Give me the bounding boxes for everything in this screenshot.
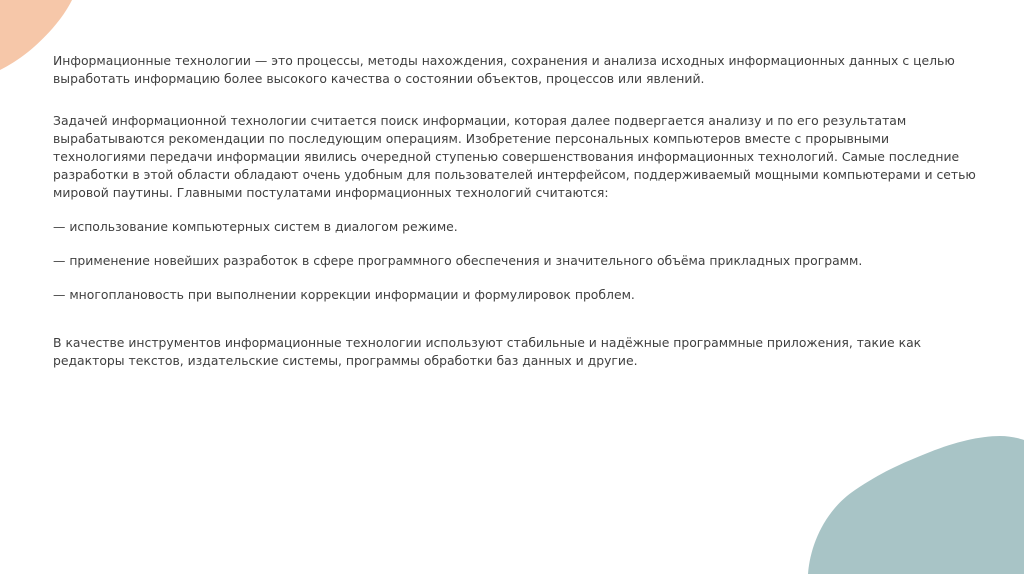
bullet-item-3: — многоплановость при выполнении коррекции информации и формулировок проблем. <box>53 287 635 302</box>
paragraph-task: Задачей информационной технологии считается поиск информации, которая далее подвергается анализу и по его результатам вырабатываются рекомендации по последующим операциям. Изобретение персональных компьютеров вместе с прорывными технологиями передачи информации явились очередной ступенью совершенствования информационных технологий. Самые последние разработки в этой области обладают очень удобным для пользователей интерфейсом, поддерживаемый мощными компьютерами и сетью мировой паутины. Главными постулатами информационных технологий считаются: <box>53 113 976 200</box>
paragraph-definition: Информационные технологии — это процессы, методы нахождения, сохранения и анализа исходных информационных данных с целью выработать информацию более высокого качества о состоянии объектов, процессов или явлений. <box>53 53 955 86</box>
paragraph-tools: В качестве инструментов информационные технологии используют стабильные и надёжные программные приложения, такие как редакторы текстов, издательские системы, программы обработки баз данных и другие. <box>53 335 922 368</box>
teal-corner-shape <box>808 436 1024 574</box>
bullet-item-2: — применение новейших разработок в сфере программного обеспечения и значительного объёма прикладных программ. <box>53 253 863 268</box>
bullet-item-1: — использование компьютерных систем в диалогом режиме. <box>53 219 458 234</box>
text-content <box>53 52 983 370</box>
